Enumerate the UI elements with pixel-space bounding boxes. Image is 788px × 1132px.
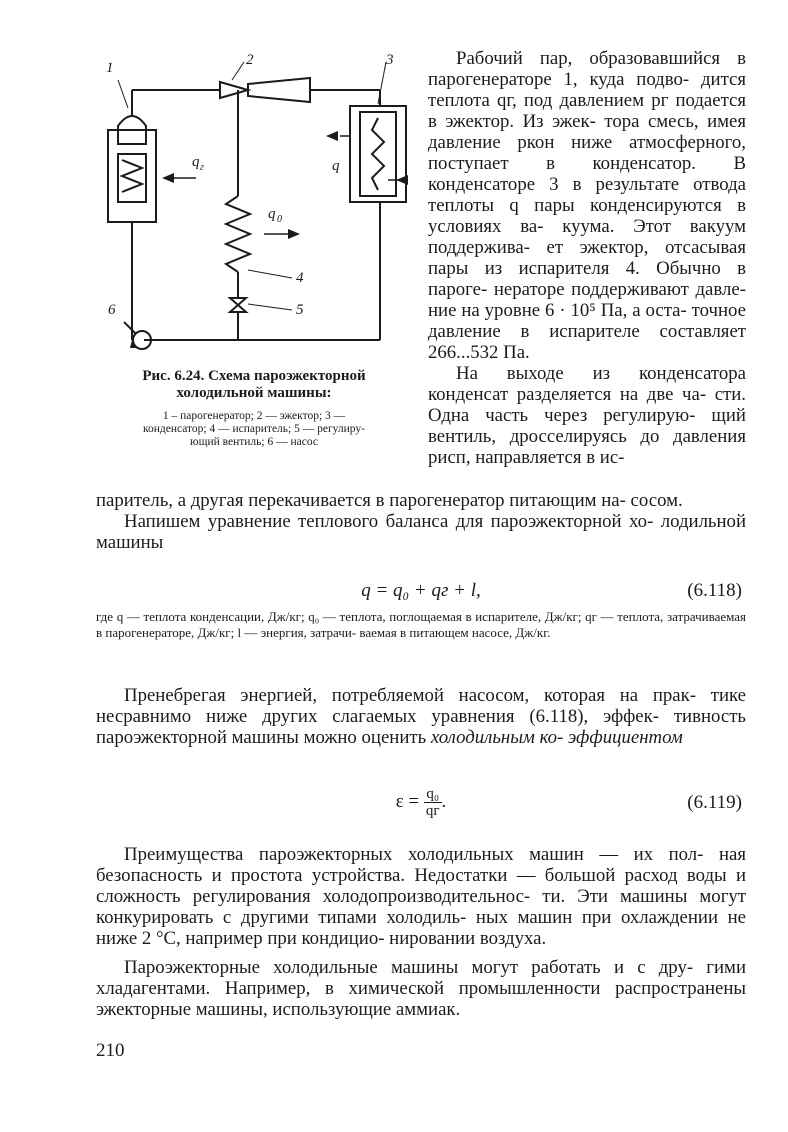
label-4: 4 xyxy=(296,270,304,286)
diagram-svg xyxy=(96,48,414,368)
leader-2 xyxy=(232,62,244,80)
equation-6-118-number: (6.118) xyxy=(687,580,742,601)
equation-6-118-formula: q = q₀ + qг + l, xyxy=(361,580,481,601)
equation-6-119-number: (6.119) xyxy=(687,792,742,813)
equation-notation: где q — теплота конденсации, Дж/кг; q₀ — теплота, поглощаемая в испарителе, Дж/кг; qг — теплота, затрачиваемая в парогенераторе, Дж/кг; l — энергия, затрачи- ваемая в питающем насосе, Дж/кг. xyxy=(96,609,746,640)
label-qg: q xyxy=(192,154,200,170)
evaporator-coil xyxy=(226,196,250,272)
label-q0-sub: 0 xyxy=(277,214,282,225)
fraction: $\frac{\text{q₀}}{qг}$ xyxy=(425,786,440,819)
equation-6-119 xyxy=(96,786,746,826)
pump-leader xyxy=(124,322,136,334)
paragraph-condensate: На выходе из конденсатора конденсат разделяется на две ча- сти. Одна часть через регулирую- щий вентиль, дросселируясь до давления pисп, направляется в ис- xyxy=(428,363,746,468)
label-5: 5 xyxy=(296,302,304,318)
ejector-diffuser xyxy=(248,78,310,102)
label-1: 1 xyxy=(106,60,114,76)
label-2: 2 xyxy=(246,52,254,68)
caption-legend: 1 – парогенератор; 2 — эжектор; 3 — конденсатор; 4 — испаритель; 5 — регулиру- ющий вентиль; 6 — насос xyxy=(142,410,365,448)
page-number: 210 xyxy=(96,1040,125,1061)
arrow-condenser-icon xyxy=(396,175,408,185)
condenser-shell xyxy=(350,106,406,202)
valve-body xyxy=(230,298,246,312)
label-q0: q xyxy=(268,206,276,222)
label-3: 3 xyxy=(386,52,394,68)
condenser-inner xyxy=(360,112,396,196)
generator-coil-box xyxy=(118,154,146,202)
leader-5 xyxy=(248,304,292,310)
arrow-qg-icon xyxy=(162,173,174,183)
leader-4 xyxy=(248,270,292,278)
leader-3 xyxy=(378,62,386,104)
leader-1 xyxy=(118,80,128,108)
label-6: 6 xyxy=(108,302,116,318)
paragraph-ammonia: Пароэжекторные холодильные машины могут работать и с дру- гими хладагентами. Например, в химической промышленности распространены эжекторные машины, использующие аммиак. xyxy=(96,957,746,1020)
label-qg-sub: г xyxy=(200,162,204,173)
caption-title: Рис. 6.24. Схема пароэжекторной холодильной машины: xyxy=(142,368,366,401)
generator-coil xyxy=(122,160,142,192)
ejector-nozzle xyxy=(220,82,248,98)
equation-6-118 xyxy=(96,580,746,606)
label-q: q xyxy=(332,158,340,174)
paragraph-continuation: паритель, а другая перекачивается в парогенератор питающим на- сосом. Напишем уравнение теплового баланса для пароэжекторной хо- лодильной машины xyxy=(96,490,746,553)
equation-6-119-formula: ε = $\frac{\text{q₀}}{qг}$ . xyxy=(395,786,447,819)
arrow-q-icon xyxy=(326,131,338,141)
paragraph-advantages: Преимущества пароэжекторных холодильных машин — их пол- ная безопасность и простота устройства. Недостатки — большой расход воды и сложность регулирования холодопроизводительнос- ти. Эти машины могут конкурировать с другими типами холодиль- ных машин при охлаждении не ниже 2 °С, например при кондицио- нировании воздуха. Пароэжекторные холодильные машины могут работать и с дру- гими хладагентами. Например, в химической промышленности распространены эжекторные машины, использующие аммиак. xyxy=(96,844,746,1020)
paragraph-efficiency: Пренебрегая энергией, потребляемой насосом, которая на прак- тике несравнимо ниже других слагаемых уравнения (6.118), эффек- тивность пароэжекторной машины можно оценить холодильным ко- эффициентом xyxy=(96,685,746,748)
right-column-text xyxy=(428,48,746,468)
term-cooling-coefficient: холодильным ко- эффициентом xyxy=(430,727,683,748)
condenser-coil xyxy=(372,118,384,190)
figure-caption xyxy=(104,368,404,449)
steam-ejector-diagram xyxy=(96,48,414,368)
paragraph-balance: Напишем уравнение теплового баланса для пароэжекторной хо- лодильной машины xyxy=(96,511,746,553)
arrow-q0-icon xyxy=(288,229,300,239)
paragraph-ejector: Рабочий пар, образовавшийся в парогенераторе 1, куда подво- дится теплота qг, под давлением pг подается в эжектор. Из эжек- тора смесь, имея давление pкон ниже атмосферного, поступает в конденсатор. В конденсаторе 3 в результате отвода теплоты q пары конденсируются в условиях ва- куума. Этот вакуум поддержива- ет эжектор, отсасывая пары из испарителя 4. Обычно в парoге- нераторе поддерживают давле- ние на уровне 6 · 10⁵ Па, а оста- точное давление в испарителе составляет 266...532 Па. xyxy=(428,48,747,363)
